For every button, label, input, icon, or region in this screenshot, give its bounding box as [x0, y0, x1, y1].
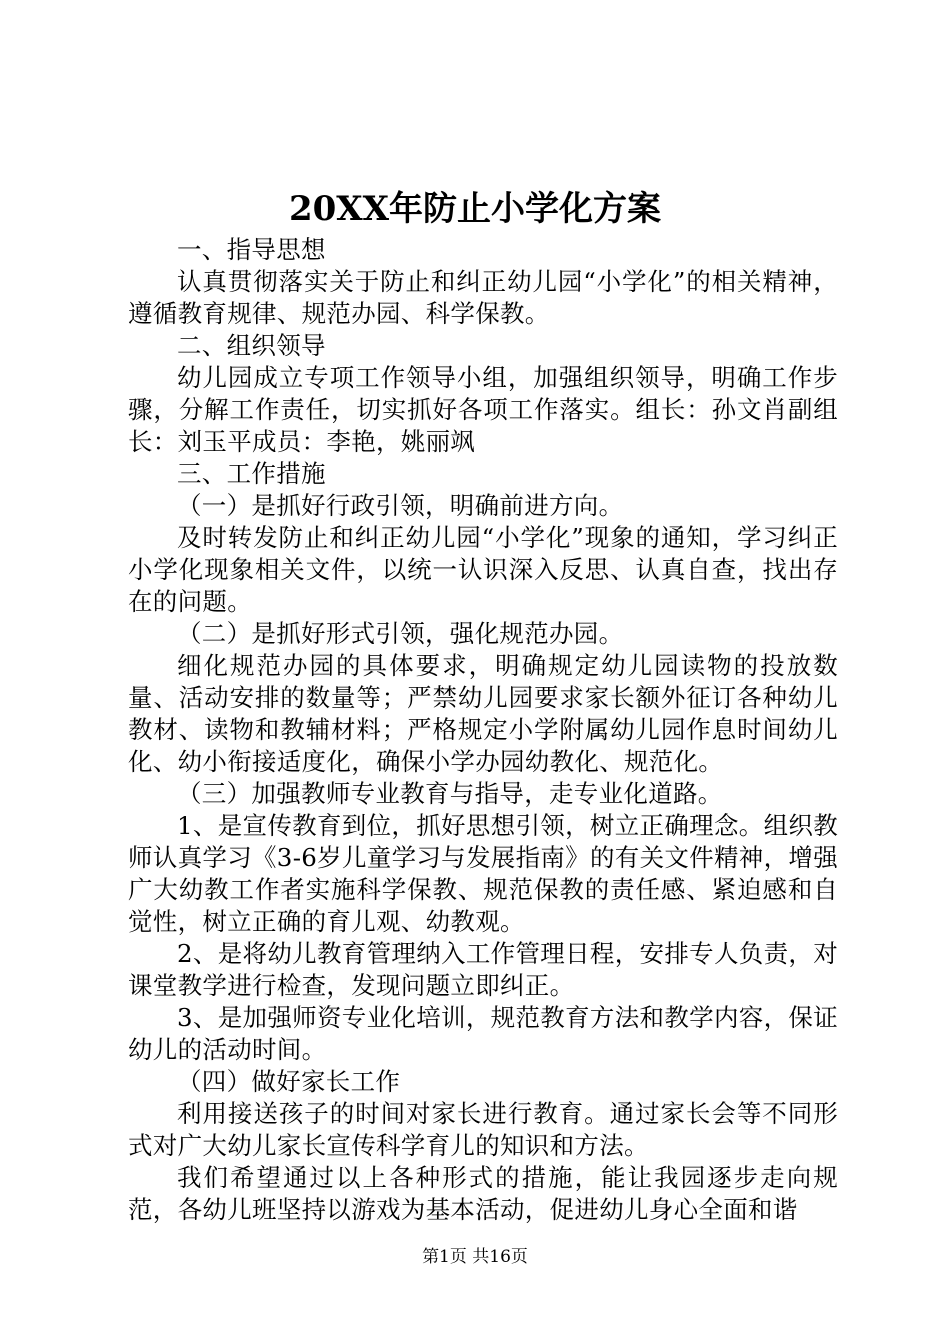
- subheading-measure-2: （二）是抓好形式引领，强化规范办园。: [177, 619, 624, 648]
- paragraph-measure-3-item-3: 3、是加强师资专业化培训，规范教育方法和教学内容，保证幼儿的活动时间。: [128, 1003, 838, 1064]
- paragraph-organization: 幼儿园成立专项工作领导小组，加强组织领导，明确工作步骤，分解工作责任，切实抓好各项工作落实。组长：孙文肖副组长：刘玉平成员：李艳，姚丽飒: [128, 363, 838, 456]
- paragraph-measure-1: 及时转发防止和纠正幼儿园“小学化”现象的通知，学习纠正小学化现象相关文件，以统一认识深入反思、认真自查，找出存在的问题。: [128, 523, 838, 616]
- paragraph-measure-4: 利用接送孩子的时间对家长进行教育。通过家长会等不同形式对广大幼儿家长宣传科学育儿的知识和方法。: [128, 1099, 838, 1160]
- page-number-footer: 第1页 共16页: [422, 1247, 528, 1267]
- heading-guiding-ideology: 一、指导思想: [177, 235, 326, 264]
- subheading-measure-3: （三）加强教师专业教育与指导，走专业化道路。: [177, 779, 723, 808]
- paragraph-measure-3-item-1: 1、是宣传教育到位，抓好思想引领，树立正确理念。组织教师认真学习《3-6岁儿童学习与发展指南》的有关文件精神，增强广大幼教工作者实施科学保教、规范保教的责任感、紧迫感和自觉性，树立正确的育儿观、幼教观。: [128, 811, 838, 936]
- heading-measures: 三、工作措施: [177, 459, 326, 488]
- document-title: 20XX年防止小学化方案: [288, 189, 662, 229]
- subheading-measure-1: （一）是抓好行政引领，明确前进方向。: [177, 491, 624, 520]
- paragraph-guiding-ideology: 认真贯彻落实关于防止和纠正幼儿园“小学化”的相关精神，遵循教育规律、规范办园、科学保教。: [128, 267, 838, 328]
- paragraph-measure-3-item-2: 2、是将幼儿教育管理纳入工作管理日程，安排专人负责，对课堂教学进行检查，发现问题立即纠正。: [128, 939, 838, 1000]
- document-body: [128, 234, 838, 1226]
- paragraph-conclusion: 我们希望通过以上各种形式的措施，能让我园逐步走向规范，各幼儿班坚持以游戏为基本活动，促进幼儿身心全面和谐: [128, 1163, 838, 1224]
- heading-organization: 二、组织领导: [177, 331, 326, 360]
- paragraph-measure-2: 细化规范办园的具体要求，明确规定幼儿园读物的投放数量、活动安排的数量等；严禁幼儿园要求家长额外征订各种幼儿教材、读物和教辅材料；严格规定小学附属幼儿园作息时间幼儿化、幼小衔接适度化，确保小学办园幼教化、规范化。: [128, 651, 838, 776]
- subheading-measure-4: （四）做好家长工作: [177, 1067, 401, 1096]
